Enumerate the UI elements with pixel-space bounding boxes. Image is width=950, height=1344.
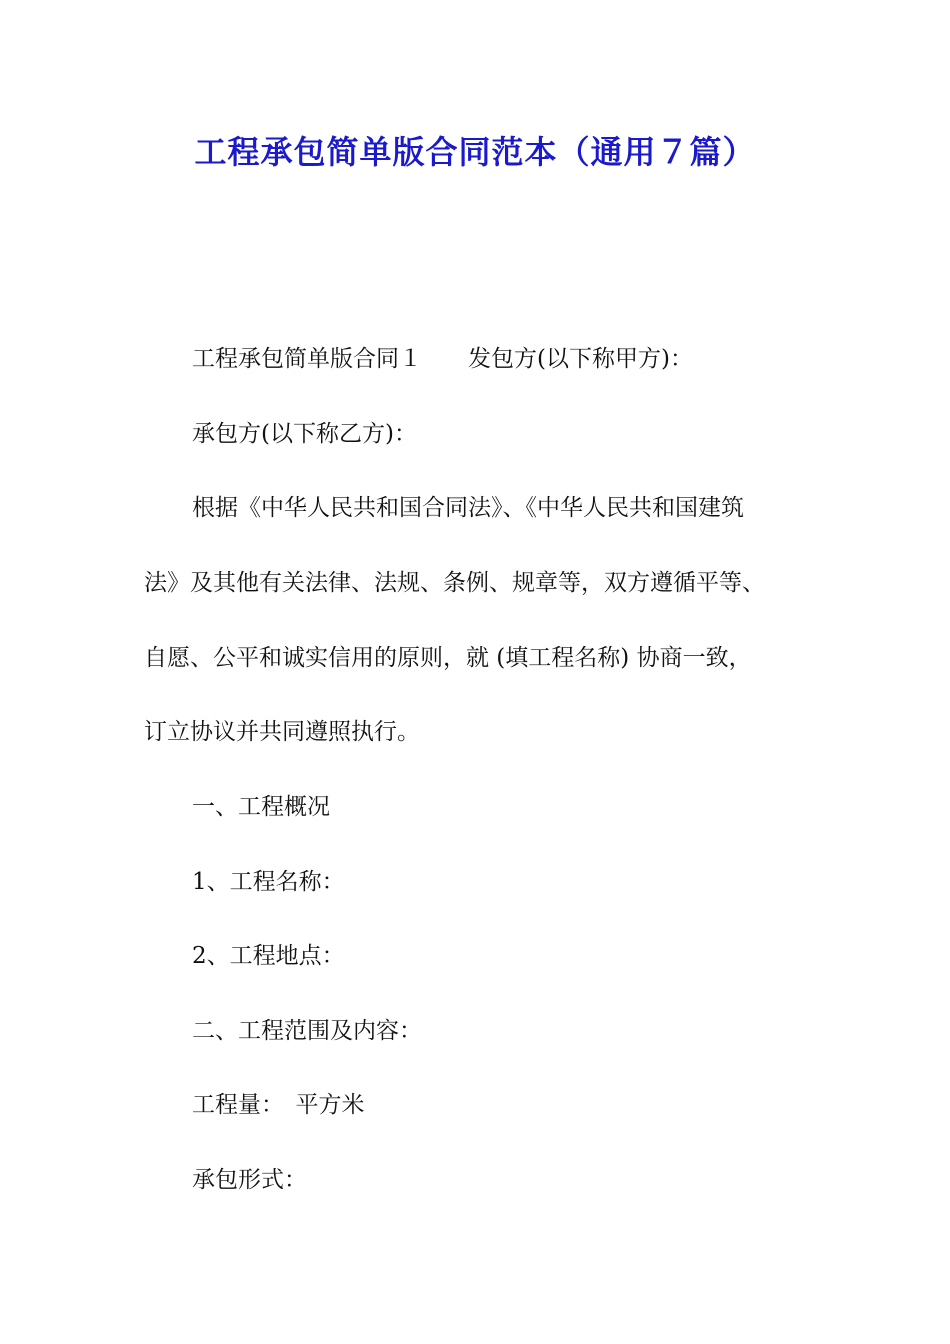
paragraph-line: 订立协议并共同遵照执行。: [144, 719, 420, 745]
paragraph-line: 法》及其他有关法律、法规、条例、规章等，双方遵循平等、: [144, 570, 765, 596]
section-heading: 二、工程范围及内容：: [192, 1018, 422, 1044]
party-a-label: 发包方(以下称甲方)：: [468, 346, 693, 372]
paragraph-line: 自愿、公平和诚实信用的原则，就 (填工程名称) 协商一致，: [144, 645, 752, 671]
field-quantity: 工程量： 平方米: [192, 1092, 365, 1118]
contract-heading-line: [192, 344, 693, 374]
paragraph-line: 根据《中华人民共和国合同法》、《中华人民共和国建筑: [192, 495, 744, 521]
field-project-name: 1、工程名称：: [192, 869, 345, 895]
document-title: 工程承包简单版合同范本（通用７篇）: [194, 133, 756, 171]
field-contract-form: 承包形式：: [192, 1167, 307, 1193]
section-heading: 一、工程概况: [192, 794, 330, 820]
field-project-location: 2、工程地点：: [192, 943, 345, 969]
contract-subtitle: 工程承包简单版合同１: [192, 346, 422, 372]
party-b-label: 承包方(以下称乙方)：: [192, 421, 417, 447]
